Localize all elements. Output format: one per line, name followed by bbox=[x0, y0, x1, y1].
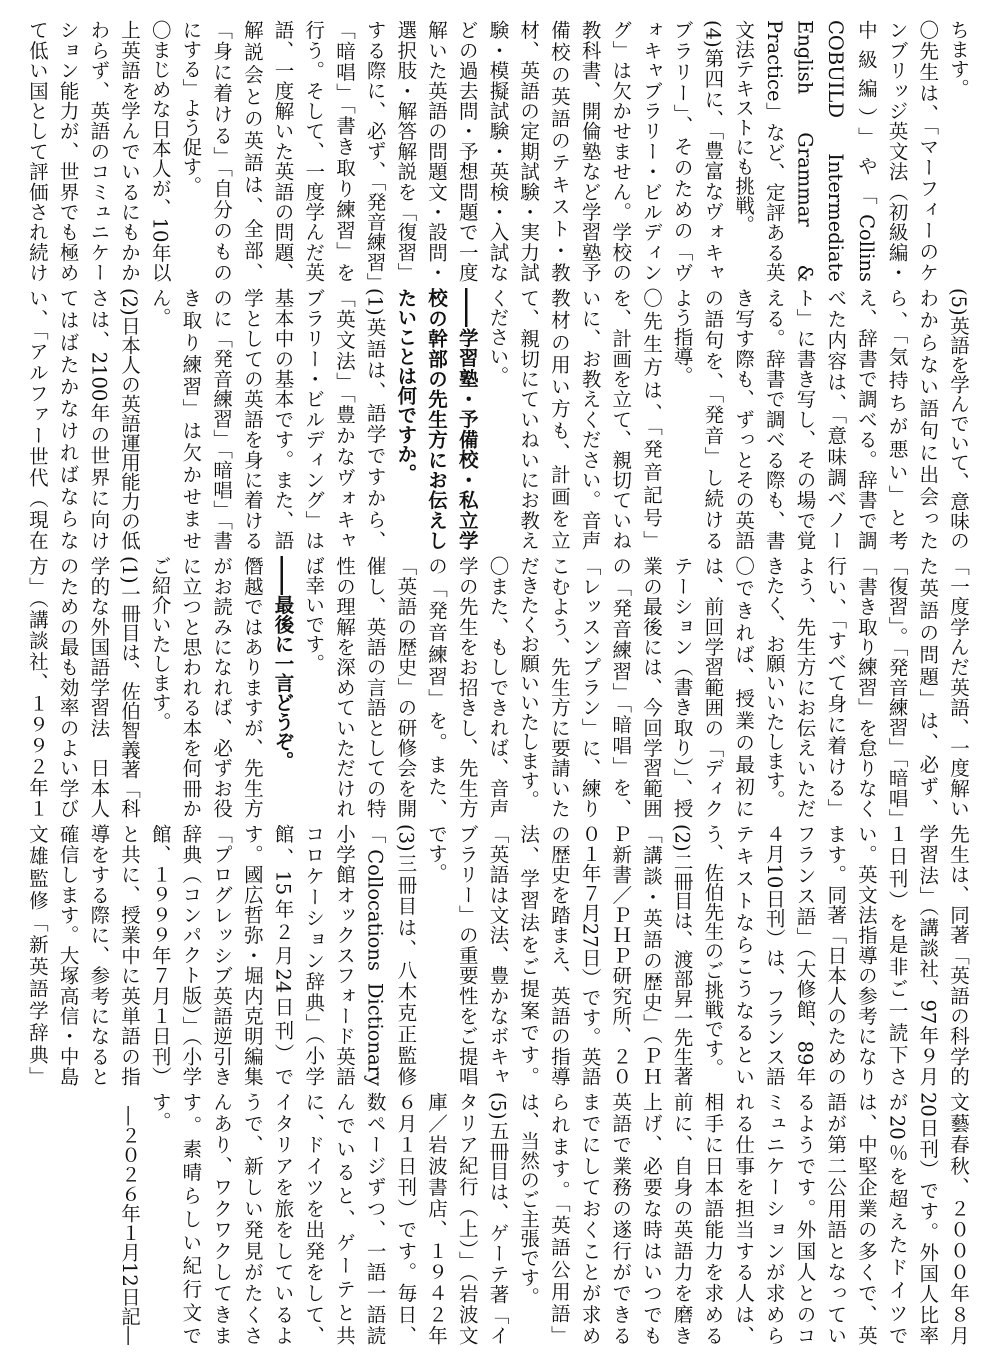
paragraph: ちます。 bbox=[947, 20, 970, 98]
paragraph: (5)英語を学んでいて、意味のわからない語句に出会ったら、「気持ちが悪い」と考え、辞書で調べる。辞書で調べた内容は、「意味調べノート」に書き写し、その場で覚える。辞書で調べる際も、書き写す際も、ずっとその英語の語句を、「発音」し続けるよう指導。 bbox=[670, 288, 970, 550]
section-heading: ――学習塾・予備校・私立学校の幹部の先生方にお伝えしたいことは何ですか。 bbox=[394, 288, 479, 550]
paragraph: (1)一冊目は、佐伯智義著「科学的な外国語学習法 日本人のための最も効率のよい学び方」（講談社、１９９２年１ bbox=[25, 556, 142, 818]
article-page bbox=[20, 20, 973, 1345]
section-heading: ――最後に一言どうぞ。 bbox=[271, 556, 295, 771]
text-tier-4 bbox=[20, 824, 973, 1086]
paragraph: 文藝春秋、２０００年８月20日刊）です。外国人比率が20％を超えたドイツでは、中堅企業の多くで、英語が第二公用語となっているようです。外国人とのコミュニケーションが求められる仕事を担当する人は、相手に日本語能力を求める前に、自身の英語力を磨き上げ、必要な時はいつでも英語で業務の遂行ができるまでにしておくことが求められます。「英語公用語」は、当然のご主張です。 bbox=[517, 1092, 970, 1345]
paragraph: (2)二冊目は、渡部昇一先生著「講談・英語の歴史」（ＰＨＰ新書／ＰＨＰ研究所、２００１年７月27日）です。英語の歴史を踏まえ、英語の指導法、学習法をご提案です。「英語は文法、豊かなボキャブラリー」の重要性をご提唱です。 bbox=[425, 824, 694, 1086]
date-signature: ―２０２６年１月12日記― bbox=[118, 1105, 142, 1345]
paragraph: (1)英語は、語学ですから、「英文法」「豊かなヴォキャブラリー・ビルディング」は基本中の基本です。また、語学としての英語を身に着けるのに「発音練習」「暗唱」「書き取り練習」は欠かせません。 bbox=[148, 288, 387, 550]
paragraph: 〇先生は、「マーフィーのケンブリッジ英文法（初級編・中級編）」や「Collins COBUILD Intermediate English Grammar & Practice」など、定評ある英文法テキストにも挑戦。 bbox=[732, 20, 940, 282]
paragraph: 〇先生方は、「発音記号」を、計画を立て、親切ていねいに、お教えください。音声教材の用い方も、計画を立て、親切にていねいにお教えください。 bbox=[486, 288, 663, 550]
paragraph: (2)日本人の英語運用能力の低さは、2100年の世界に向けてはばたかなければならない、「アルファー世代（現在 bbox=[25, 288, 142, 550]
text-tier-1 bbox=[20, 20, 973, 282]
paragraph: 僭越ではありますが、先生方がお読みになれば、必ずお役に立つと思われる本を何冊かご紹介いたします。 bbox=[148, 556, 264, 818]
paragraph: 先生は、同著「英語の科学的学習法」（講談社、97年９月１日刊）を是非ご一読下さい。英文法指導の参考になります。同著「日本人のためのフランス語」（大修館、89年４月10日刊）は、フランス語テキストならこうなるという、佐伯先生のご挑戦です。 bbox=[701, 824, 970, 1086]
paragraph: 〇できれば、授業の最初には、前回学習範囲の「ディクテーション（書き取り）」、授業の最後には、今回学習範囲の「発音練習」「暗唱」を、「レッスンプラン」に、練りこむよう、先生方に要請いただきたくお願いいたします。 bbox=[517, 556, 756, 818]
paragraph: (3)三冊目は、八木克正監修「Collocations Dictionary 小学館オックスフォード英語コロケーション辞典」（小学館、15年２月24日刊）です。國広哲弥・堀内克明編集「プログレッシブ英語逆引き辞典（コンパクト版）」（小学館、１９９９年７月１日刊）と共に、授業中に英単語の指導をする際に、参考になると確信します。大塚高信・中島文雄監修「新英語学辞典」 bbox=[25, 824, 418, 1086]
text-tier-3 bbox=[20, 556, 973, 818]
paragraph: 「一度学んだ英語、一度解いた英語の問題」は、必ず、「復習」。「発音練習」「暗唱」「書き取り練習」を怠りなく行い、「すべて身に着ける」よう、先生方にお伝えいただきたく、お願いいたします。 bbox=[762, 556, 970, 818]
paragraph: (4)第四に、「豊富なヴォキャブラリー」、そのための「ヴォキャブラリー・ビルディング」は欠かせません。学校の教科書、開倫塾など学習塾予備校の英語のテキスト・教材、英語の定期試験・実力試験・模擬試験・英検・入試などの過去問・予想問題で一度解いた英語の問題文・設問・選択肢・解答解説を「復習」する際に、必ず、「発音練習」「暗唱」「書き取り練習」を行う。そして、一度学んだ英語、一度解いた英語の問題、解説会との英語は、全部、「身に着ける」「自分のものにする」よう促す。 bbox=[179, 20, 725, 282]
text-tier-2 bbox=[20, 288, 973, 550]
text-tier-5 bbox=[20, 1092, 973, 1345]
paragraph: (5)五冊目は、ゲーテ著「イタリア紀行（上）」（岩波文庫／岩波書店、１９４２年６月１日刊）です。毎日、数ページずつ、一語一語読んでいると、ゲーテと共に、ドイツを出発をして、イタリアを旅をしているようで、新しい発見がたくさんあり、ワクワクしてきます。素晴らしい紀行文です。 bbox=[148, 1092, 510, 1345]
paragraph: 〇まじめな日本人が、10年以上英語を学んでいるにもかかわらず、英語のコミュニケーション能力が、世界でも極めて低い国として評価され続け bbox=[25, 20, 172, 282]
paragraph: 〇また、もしできれば、音声学の先生をお招きし、先生方の「発音練習」を。また、「英語の歴史」の研修会を開催し、英語の言語としての特性の理解を深めていただければ幸いです。 bbox=[302, 556, 510, 818]
